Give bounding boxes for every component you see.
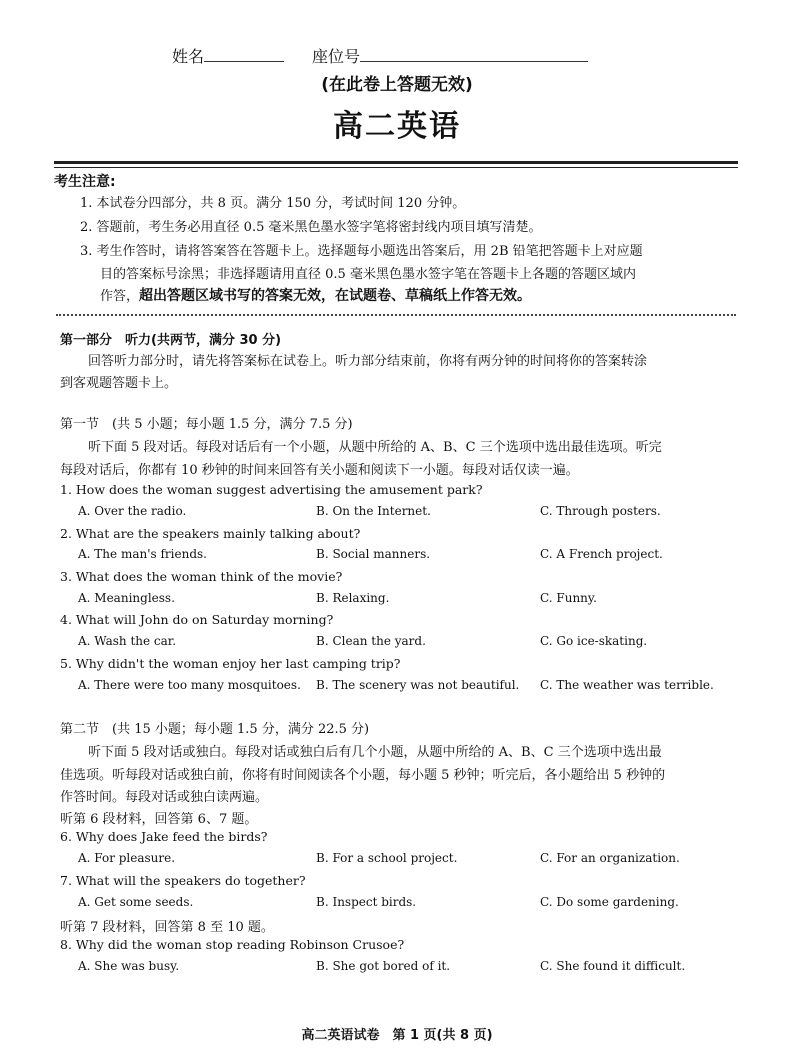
question-2-option-a: A. The man's friends. — [78, 547, 207, 561]
question-3: 3. What does the woman think of the movie? — [60, 569, 343, 584]
notice-item-2: 2. 答题前，考生务必用直径 0.5 毫米黑色墨水签字笔将密封线内项目填写清楚。 — [80, 220, 542, 235]
question-4-option-c: C. Go ice-skating. — [540, 634, 648, 648]
question-6-option-c: C. For an organization. — [540, 851, 680, 865]
page-title: 高二英语 — [333, 109, 461, 144]
section1-instr-line-1: 听下面 5 段对话。每段对话后有一个小题，从题中所给的 A、B、C 三个选项中选出最佳选项。听完 — [88, 440, 662, 455]
notice-item-1: 1. 本试卷分四部分，共 8 页。满分 150 分，考试时间 120 分钟。 — [80, 196, 466, 211]
part1-title: 第一部分 听力(共两节，满分 30 分) — [60, 333, 282, 348]
question-2-option-c: C. A French project. — [540, 547, 663, 561]
question-1-option-c: C. Through posters. — [540, 504, 661, 518]
passage-6-heading: 听第 6 段材料，回答第 6、7 题。 — [60, 812, 258, 827]
question-2: 2. What are the speakers mainly talking about? — [60, 526, 361, 541]
question-5-option-c: C. The weather was terrible. — [540, 678, 714, 692]
question-4-option-a: A. Wash the car. — [78, 634, 177, 648]
question-6-option-a: A. For pleasure. — [78, 851, 176, 865]
part1-intro-line-2: 到客观题答题卡上。 — [60, 376, 178, 391]
invalid-note: (在此卷上答题无效) — [321, 75, 473, 95]
question-3-option-a: A. Meaningless. — [78, 591, 175, 605]
name-label: 姓名 — [172, 47, 205, 66]
notice-item-3-line-3 — [100, 285, 531, 305]
seat-field-row — [312, 44, 588, 67]
question-7-option-a: A. Get some seeds. — [78, 895, 194, 909]
question-1-option-a: A. Over the radio. — [78, 504, 187, 518]
notice-heading: 考生注意: — [54, 174, 116, 190]
question-3-option-b: B. Relaxing. — [316, 591, 390, 605]
section2-instr-line-2: 佳选项。听每段对话或独白前，你将有时间阅读各个小题，每小题 5 秒钟；听完后，各小题给出 5 秒钟的 — [60, 768, 666, 783]
name-blank — [204, 47, 284, 62]
notice-item-3-line-2: 目的答案标号涂黑；非选择题请用直径 0.5 毫米黑色墨水签字笔在答题卡上各题的答题区域内 — [100, 267, 636, 282]
question-4: 4. What will John do on Saturday morning? — [60, 612, 334, 627]
page-footer: 高二英语试卷 第 1 页(共 8 页) — [301, 1028, 493, 1043]
section2-instr-line-3: 作答时间。每段对话或独白读两遍。 — [60, 790, 269, 805]
header-rule-thick — [54, 161, 738, 164]
question-3-option-c: C. Funny. — [540, 591, 597, 605]
question-7-option-c: C. Do some gardening. — [540, 895, 679, 909]
question-6-option-b: B. For a school project. — [316, 851, 458, 865]
question-5-option-b: B. The scenery was not beautiful. — [316, 678, 520, 692]
question-1-option-b: B. On the Internet. — [316, 504, 431, 518]
question-8-option-a: A. She was busy. — [78, 959, 180, 973]
part1-intro-line-1: 回答听力部分时，请先将答案标在试卷上。听力部分结束前，你将有两分钟的时间将你的答案转涂 — [88, 354, 648, 369]
question-5: 5. Why didn't the woman enjoy her last camping trip? — [60, 656, 401, 671]
question-4-option-b: B. Clean the yard. — [316, 634, 426, 648]
question-7-option-b: B. Inspect birds. — [316, 895, 417, 909]
question-6: 6. Why does Jake feed the birds? — [60, 829, 268, 844]
seat-blank — [360, 47, 588, 62]
question-8: 8. Why did the woman stop reading Robinson Crusoe? — [60, 937, 405, 952]
notice-divider — [56, 314, 736, 316]
question-7: 7. What will the speakers do together? — [60, 873, 306, 888]
question-8-option-c: C. She found it difficult. — [540, 959, 686, 973]
notice-item-3-line-3-a: 作答， — [100, 289, 140, 304]
notice-warning: 超出答题区域书写的答案无效，在试题卷、草稿纸上作答无效。 — [139, 288, 532, 304]
section1-title: 第一节 (共 5 小题；每小题 1.5 分，满分 7.5 分) — [60, 417, 353, 432]
section2-title: 第二节 (共 15 小题；每小题 1.5 分，满分 22.5 分) — [60, 722, 370, 737]
section1-instr-line-2: 每段对话后，你都有 10 秒钟的时间来回答有关小题和阅读下一小题。每段对话仅读一遍。 — [60, 463, 579, 478]
header-rule-thin — [54, 167, 738, 168]
notice-item-3-line-1: 3. 考生作答时，请将答案答在答题卡上。选择题每小题选出答案后，用 2B 铅笔把答题卡上对应题 — [80, 244, 643, 259]
question-8-option-b: B. She got bored of it. — [316, 959, 451, 973]
name-field-row — [172, 44, 284, 67]
passage-7-heading: 听第 7 段材料，回答第 8 至 10 题。 — [60, 920, 274, 935]
question-5-option-a: A. There were too many mosquitoes. — [78, 678, 301, 692]
question-1: 1. How does the woman suggest advertising the amusement park? — [60, 482, 483, 497]
seat-label: 座位号 — [312, 47, 361, 66]
section2-instr-line-1: 听下面 5 段对话或独白。每段对话或独白后有几个小题，从题中所给的 A、B、C 三个选项中选出最 — [88, 745, 662, 760]
question-2-option-b: B. Social manners. — [316, 547, 431, 561]
